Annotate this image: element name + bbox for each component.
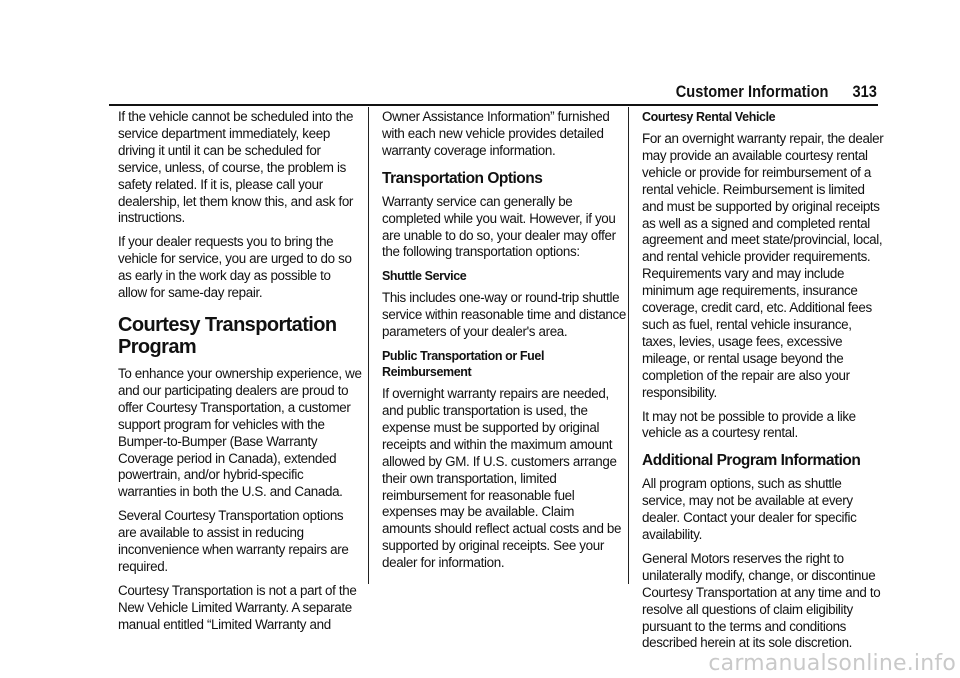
paragraph: It may not be possible to provide a like vehicle as a courtesy rental.	[642, 408, 856, 441]
paragraph: All program options, such as shuttle service, may not be available at every dealer. Contact your dealer for specific availability.	[642, 476, 857, 543]
section-heading: Courtesy Transportation Program	[118, 313, 337, 358]
paragraph: Owner Assistance Information” furnished with each new vehicle provides detailed warranty coverage information.	[382, 109, 610, 158]
paragraph: To enhance your ownership experience, we and our participating dealers are proud to offer Courtesy Transportation, a customer support program for vehicles with the Bumper-to-Bumper (Base Warranty Coverage period in Canada), extended powertrain, and/or hybrid-specific warranties in both the U.S. and Canada.	[118, 365, 362, 500]
option-heading: Shuttle Service	[382, 269, 467, 284]
paragraph: Warranty service can generally be completed while you wait. However, if you are unable to do so, your dealer may offer the following transportation options:	[382, 193, 616, 260]
paragraph: If your dealer requests you to bring the vehicle for service, you are urged to do so as early in the work day as possible to allow for same-day repair.	[118, 234, 352, 301]
paragraph: For an overnight warranty repair, the dealer may provide an available courtesy rental vehicle or provide for reimbursement of a rental vehicle. Reimbursement is limited and must be supported by original receipts as well as a signed and completed rental agreement and meet state/provincial, local, and rental vehicle provider requirements. Requirements vary and may include minimum age requirements, insurance coverage, credit card, etc. Additional fees such as fuel, rental vehicle insurance, taxes, levies, usage fees, excessive mileage, or rental usage beyond the completion of the repair are also your responsibility.	[642, 131, 884, 400]
paragraph: General Motors reserves the right to unilaterally modify, change, or discontinue Courtesy Transportation at any time and to resolve all questions of claim eligibility pursuant to the terms and conditions described herein at its sole discretion.	[642, 550, 881, 651]
column-1	[118, 109, 362, 641]
paragraph: Courtesy Transportation is not a part of the New Vehicle Limited Warranty. A separate manual entitled “Limited Warranty and	[118, 582, 357, 632]
subsection-heading: Additional Program Information	[642, 452, 861, 470]
section-title: Customer Information	[675, 82, 829, 101]
column-2	[382, 109, 626, 579]
page-header	[676, 82, 877, 102]
paragraph: Several Courtesy Transportation options are available to assist in reducing inconvenience when warranty repairs are required.	[118, 508, 349, 574]
paragraph: This includes one-way or round-trip shuttle service within reasonable time and distance parameters of your dealer's area.	[382, 290, 626, 340]
page-number: 313	[852, 82, 877, 101]
watermark: carmanualsonline.info	[708, 651, 956, 676]
column-3	[642, 109, 886, 659]
option-heading: Courtesy Rental Vehicle	[642, 110, 776, 124]
subsection-heading: Transportation Options	[382, 169, 543, 187]
header-rule	[109, 104, 878, 106]
paragraph: If the vehicle cannot be scheduled into the service department immediately, keep driving it until it can be scheduled for service, unless, of course, the problem is safety related. If it is, please call your dealership, let them know this, and ask for instructions.	[118, 109, 354, 226]
column-divider-right	[628, 107, 629, 584]
option-heading: Public Transportation or Fuel Reimbursement	[382, 349, 545, 380]
paragraph: If overnight warranty repairs are needed, and public transportation is used, the expense must be supported by original receipts and within the maximum amount allowed by GM. If U.S. customers arrange their own transportation, limited reimbursement for reasonable fuel expenses may be available. Claim amounts should reflect actual costs and be supported by original receipts. See your dealer for information.	[382, 386, 622, 571]
column-divider-left	[368, 107, 369, 584]
